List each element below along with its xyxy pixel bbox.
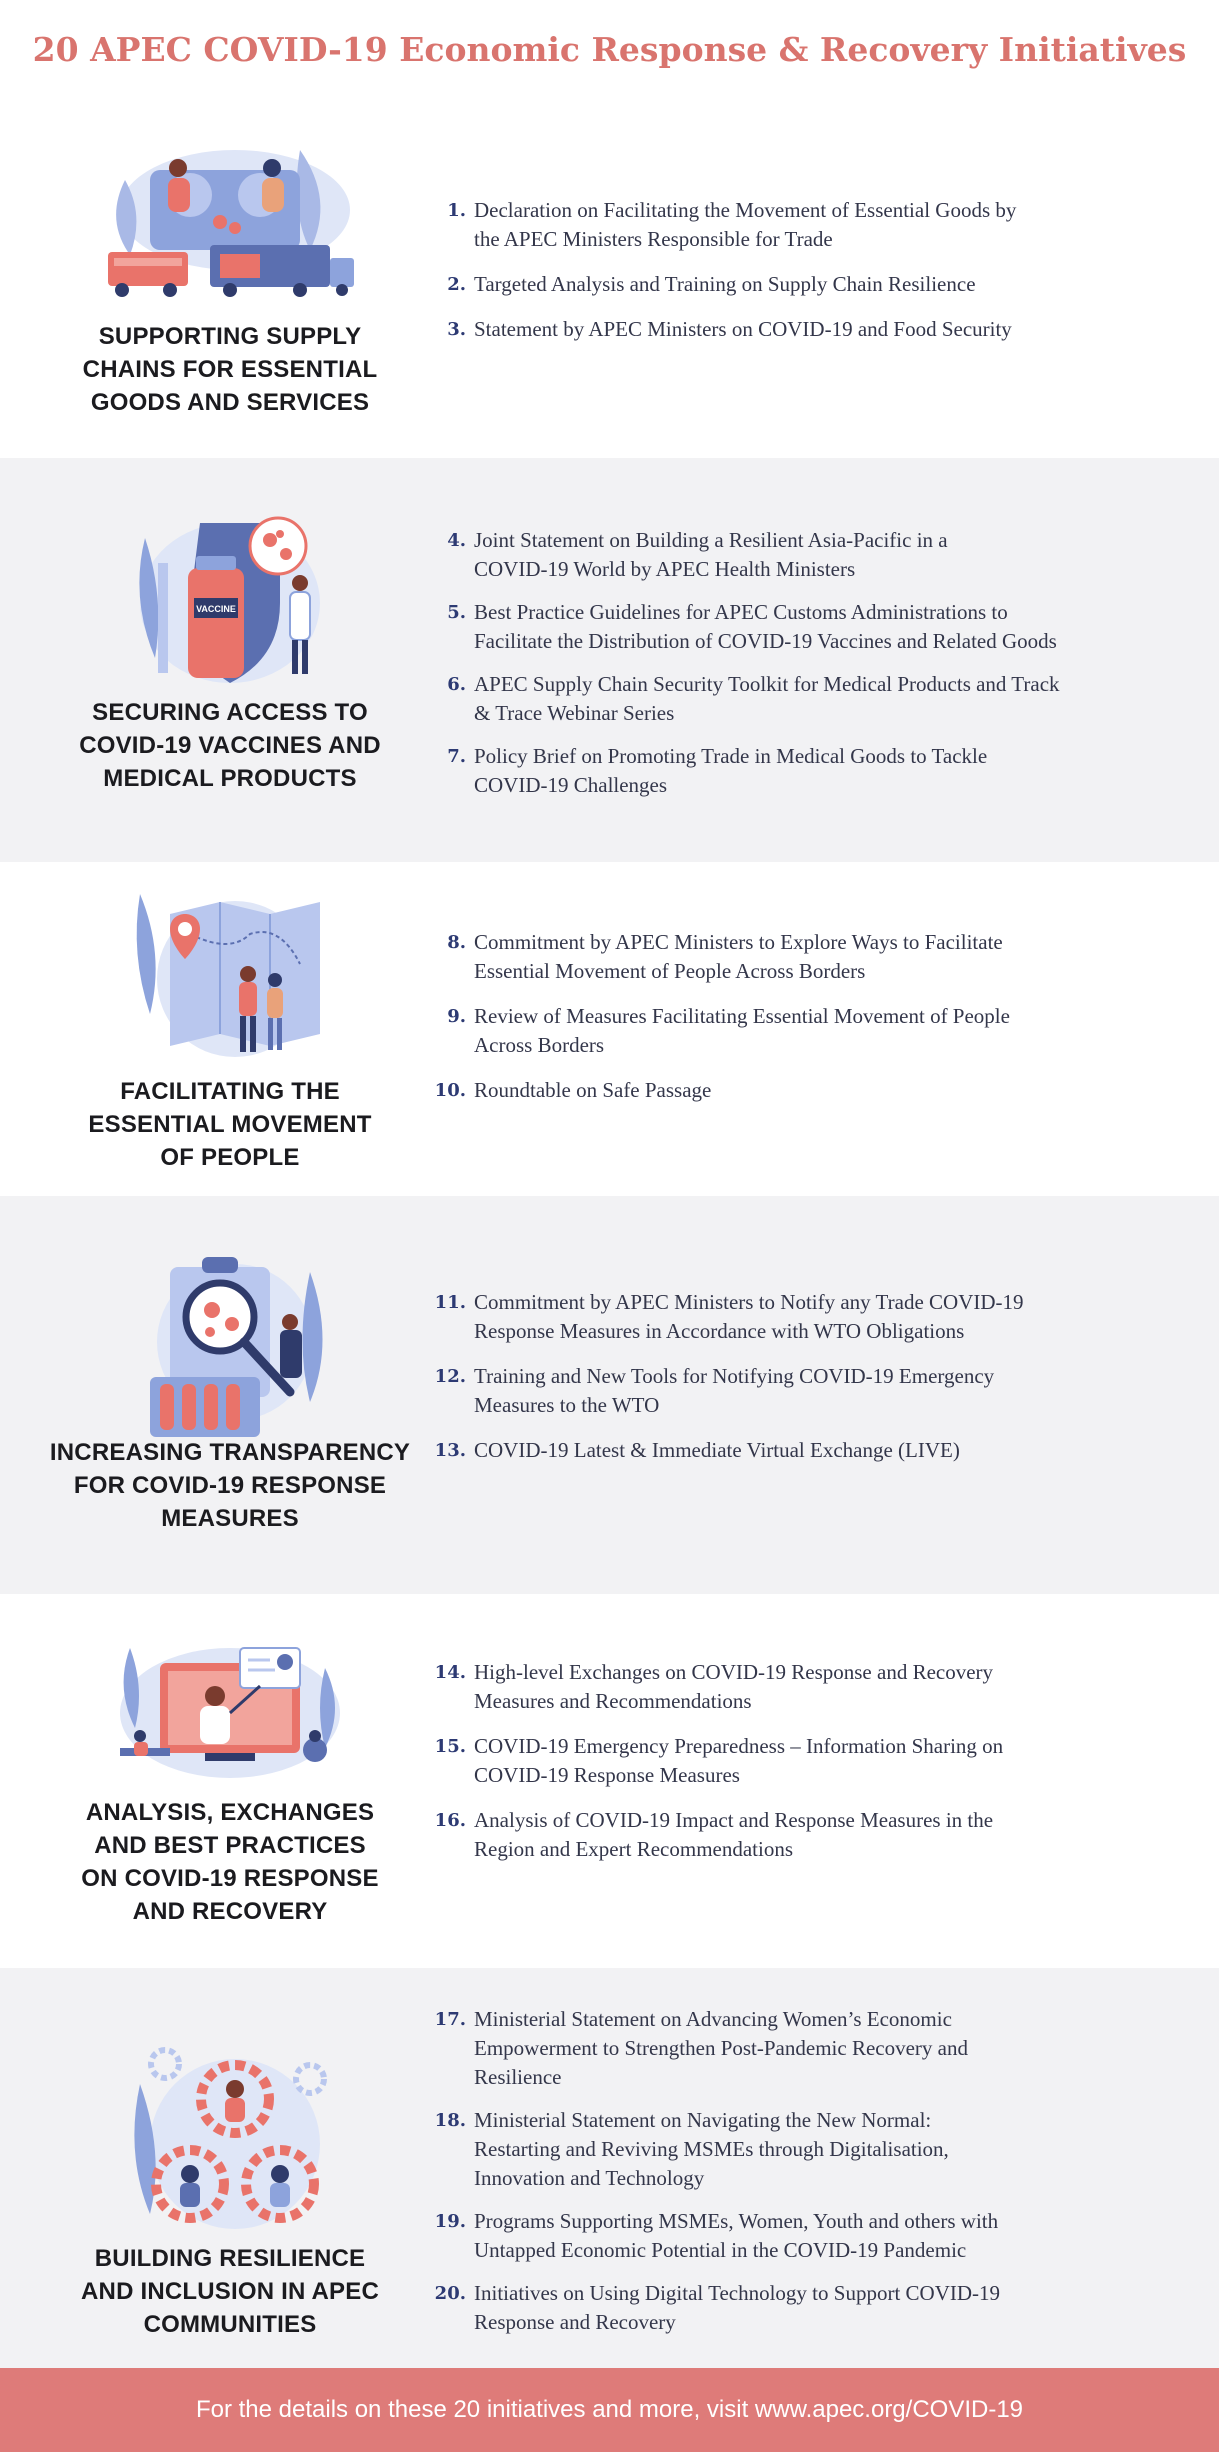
list-item: 16. Analysis of COVID-19 Impact and Response Measures in the Region and Expert Recommendations	[434, 1808, 994, 1861]
vaccine-label: VACCINE	[196, 604, 236, 614]
vaccine-illustration	[130, 508, 330, 688]
list-item: 8. Commitment by APEC Ministers to Explore Ways to Facilitate Essential Movement of People Across Borders	[447, 930, 1003, 983]
list-item: 12. Training and New Tools for Notifying COVID-19 Emergency Measures to the WTO	[434, 1364, 995, 1417]
list-item: 6. APEC Supply Chain Security Toolkit for Medical Products and Track & Trace Webinar Series	[447, 672, 1060, 725]
footer-link-banner[interactable]: For the details on these 20 initiatives and more, visit www.apec.org/COVID-19	[0, 2368, 1219, 2452]
section-heading: INCREASING TRANSPARENCY FOR COVID-19 RESPONSE MEASURES	[49, 1439, 411, 1532]
initiative-list	[430, 1288, 1130, 1465]
list-item: 18. Ministerial Statement on Navigating the New Normal: Restarting and Reviving MSMEs through Digitalisation, Innovation and Technology	[434, 2108, 949, 2190]
travel-map-illustration	[130, 884, 330, 1064]
list-item: 3. Statement by APEC Ministers on COVID-19 and Food Security	[447, 317, 1012, 341]
section-transparency	[0, 1196, 1219, 1594]
section-heading: BUILDING RESILIENCE AND INCLUSION IN APEC COMMUNITIES	[81, 2245, 379, 2338]
list-item: 2. Targeted Analysis and Training on Supply Chain Resilience	[447, 272, 976, 296]
initiative-list	[430, 196, 1130, 344]
initiative-list	[430, 1658, 1130, 1864]
page-title: 20 APEC COVID-19 Economic Response & Recovery Initiatives	[32, 30, 1187, 69]
initiative-list	[430, 2005, 1130, 2337]
section-heading: SUPPORTING SUPPLY CHAINS FOR ESSENTIAL GOODS AND SERVICES	[82, 323, 378, 416]
list-item: 14. High-level Exchanges on COVID-19 Response and Recovery Measures and Recommendations	[434, 1660, 994, 1713]
section-heading: ANALYSIS, EXCHANGES AND BEST PRACTICES ON COVID-19 RESPONSE AND RECOVERY	[81, 1799, 379, 1925]
section-analysis-exchanges	[0, 1594, 1219, 1968]
section-heading: SECURING ACCESS TO COVID-19 VACCINES AND MEDICAL PRODUCTS	[79, 699, 381, 792]
section-resilience-inclusion	[0, 1968, 1219, 2368]
supply-chain-illustration	[100, 140, 360, 300]
initiative-list	[430, 928, 1130, 1105]
list-item: 4. Joint Statement on Building a Resilient Asia-Pacific in a COVID-19 World by APEC Health Ministers	[447, 528, 948, 581]
section-vaccines	[0, 458, 1219, 862]
list-item: 19. Programs Supporting MSMEs, Women, Youth and others with Untapped Economic Potential in the COVID-19 Pandemic	[434, 2209, 999, 2262]
community-gears-illustration	[125, 2044, 335, 2244]
webinar-illustration	[110, 1638, 350, 1788]
list-item: 9. Review of Measures Facilitating Essential Movement of People Across Borders	[447, 1004, 1010, 1057]
list-item: 5. Best Practice Guidelines for APEC Customs Administrations to Facilitate the Distribution of COVID-19 Vaccines and Related Goods	[447, 600, 1057, 653]
magnifier-illustration	[140, 1252, 340, 1442]
section-heading: FACILITATING THE ESSENTIAL MOVEMENT OF PEOPLE	[88, 1078, 372, 1171]
list-item: 15. COVID-19 Emergency Preparedness – Information Sharing on COVID-19 Response Measures	[434, 1734, 1004, 1787]
list-item: 17. Ministerial Statement on Advancing Women’s Economic Empowerment to Strengthen Post-Pandemic Recovery and Resilience	[434, 2007, 968, 2089]
list-item: 13. COVID-19 Latest & Immediate Virtual Exchange (LIVE)	[434, 1438, 960, 1462]
list-item: 7. Policy Brief on Promoting Trade in Medical Goods to Tackle COVID-19 Challenges	[447, 744, 988, 797]
list-item: 10. Roundtable on Safe Passage	[434, 1078, 712, 1102]
section-movement-of-people	[0, 862, 1219, 1196]
list-item: 20. Initiatives on Using Digital Technology to Support COVID-19 Response and Recovery	[434, 2281, 1001, 2334]
list-item: 1. Declaration on Facilitating the Movement of Essential Goods by the APEC Ministers Responsible for Trade	[447, 198, 1017, 251]
initiative-list	[430, 526, 1130, 800]
list-item: 11. Commitment by APEC Ministers to Notify any Trade COVID-19 Response Measures in Accordance with WTO Obligations	[434, 1290, 1024, 1343]
section-supply-chains	[0, 96, 1219, 458]
